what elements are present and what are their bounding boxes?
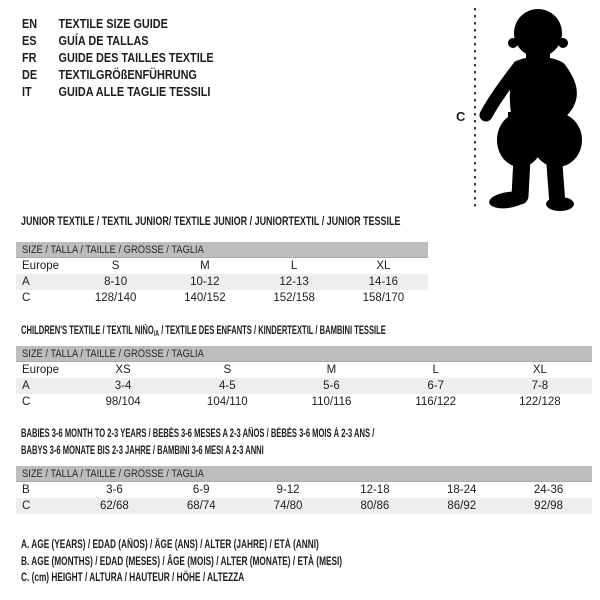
size-cell: L (432, 364, 439, 376)
size-header-label: SIZE / TALLA / TAILLE / GRÖSSE / TAGLIA (22, 243, 204, 256)
size-cell: 74/80 (245, 498, 332, 514)
size-cell: 7-8 (488, 378, 592, 394)
size-cell: 12-18 (360, 484, 390, 496)
size-header-bar (16, 242, 428, 258)
language-row (22, 67, 214, 84)
children-title-sub: /A (153, 329, 160, 338)
junior-size-table (16, 242, 428, 306)
language-title: GUÍA DE TALLAS (58, 34, 149, 48)
size-cell: 6-7 (384, 378, 488, 394)
row-label-cell: C (22, 396, 31, 408)
size-cell: 14-16 (339, 274, 428, 290)
language-title: TEXTILGRÖßENFÜHRUNG (58, 68, 197, 82)
children-title-pre: CHILDREN'S TEXTILE / TEXTIL NIÑO (21, 325, 154, 337)
size-cell: 3-4 (71, 378, 175, 394)
size-cell: 24-36 (533, 484, 564, 496)
size-cell: 152/158 (273, 292, 315, 304)
table-row (16, 378, 592, 394)
size-cell: 86/92 (418, 498, 505, 514)
row-label-cell: A (16, 378, 71, 394)
legend-line-a: A. AGE (YEARS) / EDAD (AÑOS) / ÂGE (ANS) / ALTER (JAHRE) / ETÀ (ANNI) (21, 539, 319, 551)
language-code: IT (22, 85, 32, 99)
size-header-label: SIZE / TALLA / TAILLE / GRÖSSE / TAGLIA (22, 347, 204, 360)
size-cell: 92/98 (505, 498, 592, 514)
language-row (22, 84, 214, 101)
size-cell: 4-5 (175, 378, 279, 394)
language-row (22, 16, 214, 33)
language-row (22, 50, 214, 67)
size-cell: M (326, 364, 337, 376)
table-row (16, 274, 428, 290)
babies-title-line1: BABIES 3-6 MONTH TO 2-3 YEARS / BEBÉS 3-6 MESES A 2-3 AÑOS / BÉBÉS 3-6 MOIS À 2-3 ANS / (21, 428, 375, 440)
babies-size-table (16, 466, 592, 514)
measurement-legend (21, 537, 342, 587)
size-header-bar (16, 466, 592, 482)
language-code: DE (22, 68, 38, 82)
size-cell: 80/86 (331, 498, 418, 514)
size-cell: 62/68 (71, 498, 158, 514)
table-row (16, 498, 592, 514)
size-cell: 18-24 (447, 484, 477, 496)
size-cell: 5-6 (279, 378, 383, 394)
table-row (16, 482, 592, 499)
baby-silhouette (486, 9, 582, 211)
size-cell: 9-12 (276, 484, 300, 496)
measure-label-c: C (456, 109, 466, 124)
size-cell: 110/116 (311, 396, 352, 408)
babies-section-title (21, 426, 374, 459)
children-title-post: / TEXTILE DES ENFANTS / KINDERTEXTIL / BAMBINI TESSILE (159, 325, 386, 337)
babies-title-line2: BABYS 3-6 MONATE BIS 2-3 JAHRE / BAMBINI 3-6 MESI A 2-3 ANNI (21, 444, 264, 457)
size-header-bar (16, 346, 592, 362)
language-title: TEXTILE SIZE GUIDE (58, 17, 168, 31)
size-cell: XL (376, 260, 391, 272)
size-cell: 104/110 (206, 396, 248, 408)
language-row (22, 33, 214, 50)
table-row (16, 290, 428, 306)
size-cell: S (223, 364, 232, 376)
legend-line-b: B. AGE (MONTHS) / EDAD (MESES) / ÂGE (MOIS) / ALTER (MONATE) / ETÀ (MESI) (21, 555, 343, 568)
size-guide-figure (450, 0, 600, 220)
row-label-cell: C (22, 292, 31, 304)
children-section-title (21, 325, 386, 338)
size-cell: L (290, 260, 298, 272)
size-cell: 8-10 (71, 274, 160, 290)
row-label-cell: Europe (22, 260, 60, 272)
junior-section-title: JUNIOR TEXTILE / TEXTIL JUNIOR/ TEXTILE JUNIOR / JUNIORTEXTIL / JUNIOR TESSILE (21, 216, 401, 228)
size-cell: 122/128 (519, 396, 561, 408)
size-cell: 128/140 (94, 292, 137, 304)
row-label-cell: A (16, 274, 71, 290)
language-title: GUIDA ALLE TAGLIE TESSILI (58, 85, 211, 99)
row-label-cell: B (22, 484, 30, 496)
language-code: EN (22, 17, 38, 31)
size-cell: 10-12 (160, 274, 249, 290)
table-row (16, 394, 592, 410)
table-row (16, 258, 428, 275)
size-cell: 116/122 (415, 396, 457, 408)
size-cell: S (111, 260, 120, 272)
size-cell: 68/74 (158, 498, 245, 514)
children-size-table (16, 346, 592, 410)
size-header-label: SIZE / TALLA / TAILLE / GRÖSSE / TAGLIA (22, 467, 204, 480)
size-cell: 158/170 (362, 292, 405, 304)
size-cell: XS (115, 364, 131, 376)
language-code: FR (22, 51, 37, 65)
row-label-cell: Europe (22, 364, 60, 376)
legend-line-c: C. (cm) HEIGHT / ALTURA / HAUTEUR / HÖHE / ALTEZZA (21, 572, 245, 584)
table-row (16, 362, 592, 379)
size-cell: 98/104 (105, 396, 141, 408)
size-cell: 12-13 (250, 274, 339, 290)
size-cell: 3-6 (106, 484, 123, 496)
size-cell: XL (532, 364, 547, 376)
language-title: GUIDE DES TAILLES TEXTILE (58, 51, 214, 65)
size-cell: 6-9 (192, 484, 210, 496)
row-label-cell: C (16, 498, 71, 514)
language-code: ES (22, 34, 37, 48)
size-cell: M (200, 260, 210, 272)
size-cell: 140/152 (184, 292, 226, 304)
language-title-list (22, 16, 214, 101)
